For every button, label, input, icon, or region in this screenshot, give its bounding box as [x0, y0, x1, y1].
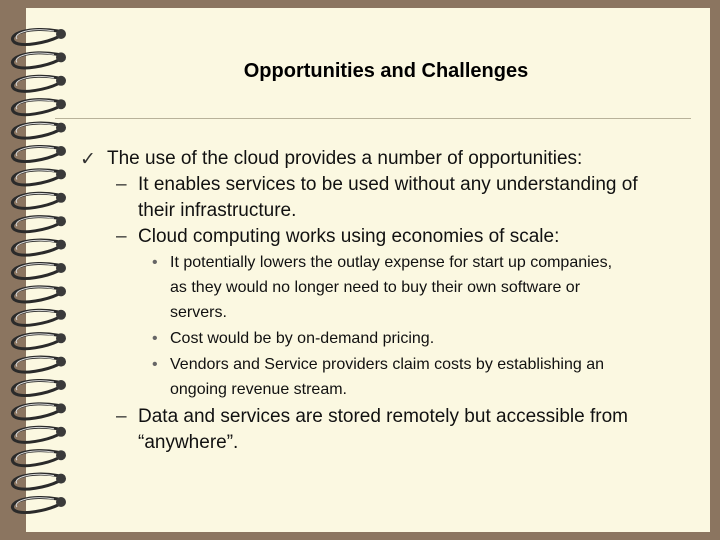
punch-hole — [56, 474, 66, 484]
spiral-coil — [12, 310, 58, 325]
bullet-level3-text: as they would no longer need to buy their own software or — [170, 279, 581, 296]
punch-hole — [56, 169, 66, 179]
spiral-coil — [12, 217, 58, 232]
check-icon: ✓ — [80, 149, 96, 170]
bullet-level2-text: Data and services are stored remotely but accessible from — [138, 406, 628, 427]
spiral-coil — [12, 287, 58, 302]
spiral-coil — [12, 334, 58, 349]
bullet-level3-text: It potentially lowers the outlay expense for start up companies, — [170, 254, 613, 271]
spiral-coil — [12, 146, 58, 161]
bullet-level2-text: “anywhere”. — [138, 432, 239, 453]
punch-hole — [56, 240, 66, 250]
spiral-coil — [12, 100, 58, 115]
bullet-level3-text: Cost would be by on-demand pricing. — [170, 330, 435, 347]
spiral-coil — [12, 380, 58, 395]
bullet-dot: • — [152, 356, 158, 373]
punch-hole — [56, 310, 66, 320]
punch-hole — [56, 52, 66, 62]
title-divider — [55, 118, 691, 119]
punch-hole — [56, 216, 66, 226]
dash-marker: – — [116, 174, 127, 195]
bullet-level3-text: servers. — [170, 304, 227, 321]
punch-hole — [56, 146, 66, 156]
dash-marker: – — [116, 406, 127, 427]
bullet-dot: • — [152, 254, 158, 271]
punch-hole — [56, 427, 66, 437]
bullet-level3-text: Vendors and Service providers claim costs by establishing an — [170, 356, 604, 373]
spiral-coil — [12, 193, 58, 208]
bullet-level2-text: their infrastructure. — [138, 200, 297, 221]
spiral-coil — [12, 29, 58, 44]
bullet-level1-text: The use of the cloud provides a number of opportunities: — [107, 148, 583, 169]
punch-hole — [56, 263, 66, 273]
spiral-binding-icon — [0, 0, 80, 540]
punch-hole — [56, 286, 66, 296]
spiral-coil — [12, 263, 58, 278]
punch-hole — [56, 333, 66, 343]
bullet-dot: • — [152, 330, 158, 347]
punch-hole — [56, 403, 66, 413]
spiral-coil — [12, 497, 58, 512]
punch-hole — [56, 450, 66, 460]
dash-marker: – — [116, 226, 127, 247]
spiral-coil — [12, 53, 58, 68]
punch-hole — [56, 123, 66, 133]
spiral-coil — [12, 404, 58, 419]
spiral-coil — [12, 76, 58, 91]
spiral-coil — [12, 123, 58, 138]
punch-hole — [56, 29, 66, 39]
punch-hole — [56, 497, 66, 507]
spiral-coil — [12, 357, 58, 372]
spiral-coil — [12, 451, 58, 466]
bullet-level3-text: ongoing revenue stream. — [170, 381, 347, 398]
slide-title: Opportunities and Challenges — [243, 60, 529, 82]
spiral-coil — [12, 474, 58, 489]
punch-hole — [56, 99, 66, 109]
punch-hole — [56, 193, 66, 203]
bullet-level2-text: Cloud computing works using economies of scale: — [138, 226, 560, 247]
spiral-coil — [12, 427, 58, 442]
spiral-coil — [12, 170, 58, 185]
punch-hole — [56, 380, 66, 390]
punch-hole — [56, 357, 66, 367]
punch-hole — [56, 76, 66, 86]
spiral-coil — [12, 240, 58, 255]
bullet-level2-text: It enables services to be used without any understanding of — [138, 174, 638, 195]
